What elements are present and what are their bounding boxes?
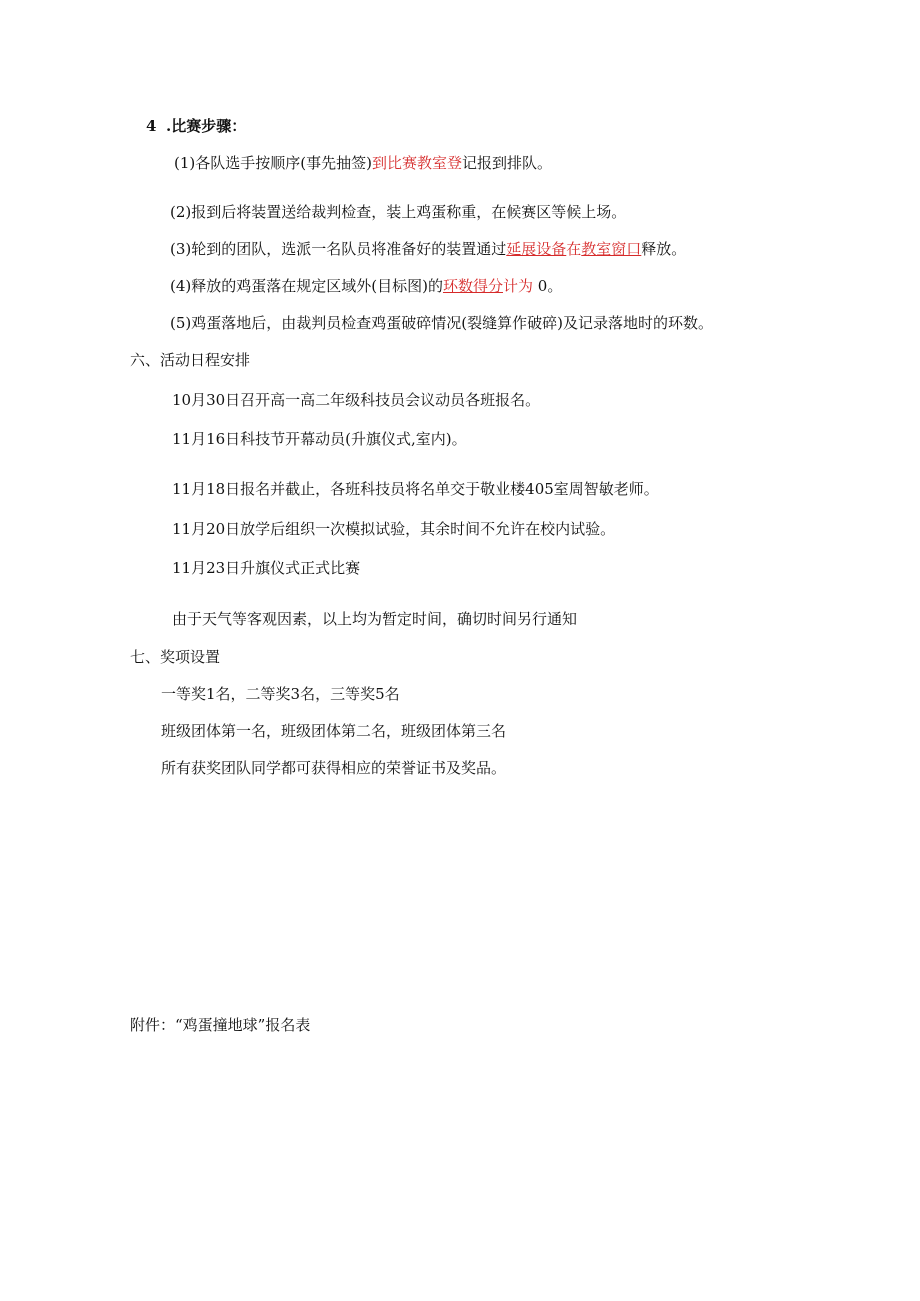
step-2: (2)报到后将装置送给裁判检查，装上鸡蛋称重，在候赛区等候上场。	[170, 203, 627, 221]
steps-heading-text: .比赛步骤：	[165, 117, 247, 135]
award-item: 班级团体第一名，班级团体第二名，班级团体第三名	[161, 722, 507, 740]
step-4-part-c: 计为	[502, 277, 533, 295]
awards-heading: 七、奖项设置	[130, 648, 221, 666]
step-3-part-e: 释放。	[641, 240, 687, 258]
step-4-part-a: (4)释放的鸡蛋落在规定区域外(目标图)的	[170, 277, 443, 295]
schedule-item: 11月16日科技节开幕动员(升旗仪式,室内)。	[172, 430, 467, 448]
step-3-highlight-device: 延展设备	[506, 240, 567, 258]
schedule-item: 11月23日升旗仪式正式比赛	[172, 559, 361, 577]
schedule-heading: 六、活动日程安排	[130, 351, 251, 369]
attachment-line: 附件：“鸡蛋撞地球”报名表	[130, 1016, 311, 1034]
step-4-highlight-score: 环数得分	[442, 277, 503, 295]
step-5: (5)鸡蛋落地后，由裁判员检查鸡蛋破碎情况(裂缝算作破碎)及记录落地时的环数。	[170, 314, 713, 332]
schedule-item: 11月18日报名并截止，各班科技员将名单交于敬业楼405室周智敏老师。	[172, 480, 659, 498]
step-1-highlight: 到比赛教室登	[371, 154, 462, 172]
schedule-note: 由于天气等客观因素，以上均为暂定时间，确切时间另行通知	[172, 610, 578, 628]
award-item: 所有获奖团队同学都可获得相应的荣誉证书及奖品。	[161, 759, 507, 777]
step-3	[170, 239, 686, 259]
step-3-highlight-window: 教室窗口	[581, 240, 642, 258]
schedule-item: 10月30日召开高一高二年级科技员会议动员各班报名。	[172, 391, 541, 409]
step-1	[174, 153, 552, 173]
award-item: 一等奖1名，二等奖3名，三等奖5名	[161, 685, 400, 703]
step-1-part-c: 记报到排队。	[461, 154, 552, 172]
step-1-part-a: (1)各队选手按顺序(事先抽签)	[174, 154, 372, 172]
steps-heading	[146, 116, 246, 136]
step-3-part-a: (3)轮到的团队，选派一名队员将准备好的装置通过	[170, 240, 507, 258]
schedule-item: 11月20日放学后组织一次模拟试验，其余时间不允许在校内试验。	[172, 520, 616, 538]
step-4	[170, 276, 562, 296]
step-4-part-d: 0。	[537, 277, 563, 295]
steps-heading-number: 4	[146, 117, 157, 135]
step-3-part-c: 在	[566, 240, 582, 258]
